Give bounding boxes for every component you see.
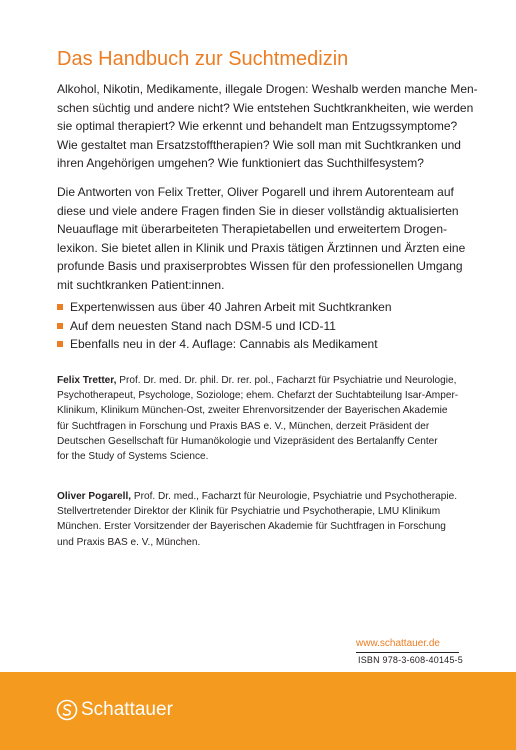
text-line: Deutschen Gesellschaft für Humanökologie und Vizepräsident des Bertalanffy Center: [57, 435, 438, 447]
bullet-square-icon: [57, 304, 63, 310]
publisher-logo: [56, 698, 173, 722]
intro-paragraph-1: [57, 80, 477, 173]
author-name: Oliver Pogarell,: [57, 491, 132, 502]
text-line: für Suchtfragen in Forschung und Praxis BAS e. V., München, derzeit Präsident der: [57, 420, 430, 432]
text-line: sie optimal therapiert? Wie erkennt und behandelt man Entzugssymptome?: [57, 119, 458, 133]
book-title: Das Handbuch zur Suchtmedizin: [57, 48, 349, 70]
bullet-square-icon: [57, 323, 63, 329]
text-line: und Praxis BAS e. V., München.: [57, 536, 201, 548]
text-line: Wie gestaltet man Ersatzstofftherapien? Wie soll man mit Suchtkranken und: [57, 137, 461, 152]
bullet-square-icon: [57, 341, 63, 347]
text-line: Neuauflage mit überarbeiteten Therapietabellen und erweitertem Drogen-: [57, 222, 448, 236]
author-name: Felix Tretter,: [57, 375, 117, 386]
author-bio-text: Prof. Dr. med. Dr. phil. Dr. rer. pol., Facharzt für Psychiatrie und Neurologie,: [116, 375, 457, 386]
text-line: Psychotherapeut, Psychologe, Soziologe; ehem. Chefarzt der Suchtabteilung Isar-Amper-: [57, 390, 459, 402]
text-line: Die Antworten von Felix Tretter, Oliver Pogarell und ihrem Autorenteam auf: [57, 185, 454, 199]
text-line: diese und viele andere Fragen finden Sie in dieser vollständig aktualisierten: [57, 203, 459, 218]
publisher-brand-name: Schattauer: [81, 699, 173, 720]
author-bio-text: Prof. Dr. med., Facharzt für Neurologie, Psychiatrie und Psychotherapie.: [131, 491, 458, 502]
text-line: ihren Angehörigen umgehen? Wie funktioniert das Suchthilfesystem?: [57, 156, 424, 170]
text-line: Alkohol, Nikotin, Medikamente, illegale Drogen: Weshalb werden manche Men-: [57, 82, 478, 96]
text-line: München. Erster Vorsitzender der Bayerischen Akademie für Suchtfragen in Forschung: [57, 521, 446, 533]
isbn-number: ISBN 978-3-608-40145-5: [358, 655, 463, 665]
schattauer-logo-icon: [56, 699, 78, 721]
text-line: Stellvertretender Direktor der Klinik für Psychiatrie und Psychotherapie, LMU Klinikum: [57, 506, 441, 518]
feature-text: Auf dem neuesten Stand nach DSM-5 und ICD-11: [70, 318, 336, 333]
feature-list-item: [57, 298, 392, 317]
feature-text: Ebenfalls neu in der 4. Auflage: Cannabis als Medikament: [70, 337, 378, 351]
feature-list-item: [57, 335, 392, 354]
feature-list-item: [57, 317, 392, 336]
text-line: Klinikum, Klinikum München-Ost, zweiter Ehrenvorsitzender der Bayerischen Akademie: [57, 405, 448, 417]
text-line: mit suchtkranken Patient:innen.: [57, 277, 225, 292]
author-bio-tretter: [57, 373, 477, 464]
text-line: lexikon. Sie bietet allen in Klinik und Praxis tätigen Ärztinnen und Ärzten eine: [57, 240, 466, 255]
publisher-url[interactable]: www.schattauer.de: [356, 638, 440, 649]
text-line: profunde Basis und praxiserprobtes Wissen für den professionellen Umgang: [57, 259, 463, 273]
text-line: schen süchtig und andere nicht? Wie entstehen Suchtkrankheiten, wie werden: [57, 100, 474, 115]
feature-list: [57, 298, 392, 354]
feature-text: Expertenwissen aus über 40 Jahren Arbeit mit Suchtkranken: [70, 300, 392, 314]
divider: [356, 652, 459, 653]
text-line: [57, 489, 477, 504]
author-bio-pogarell: [57, 489, 477, 550]
text-line: for the Study of Systems Science.: [57, 451, 209, 463]
intro-paragraph-2: [57, 183, 477, 294]
text-line: [57, 373, 477, 388]
